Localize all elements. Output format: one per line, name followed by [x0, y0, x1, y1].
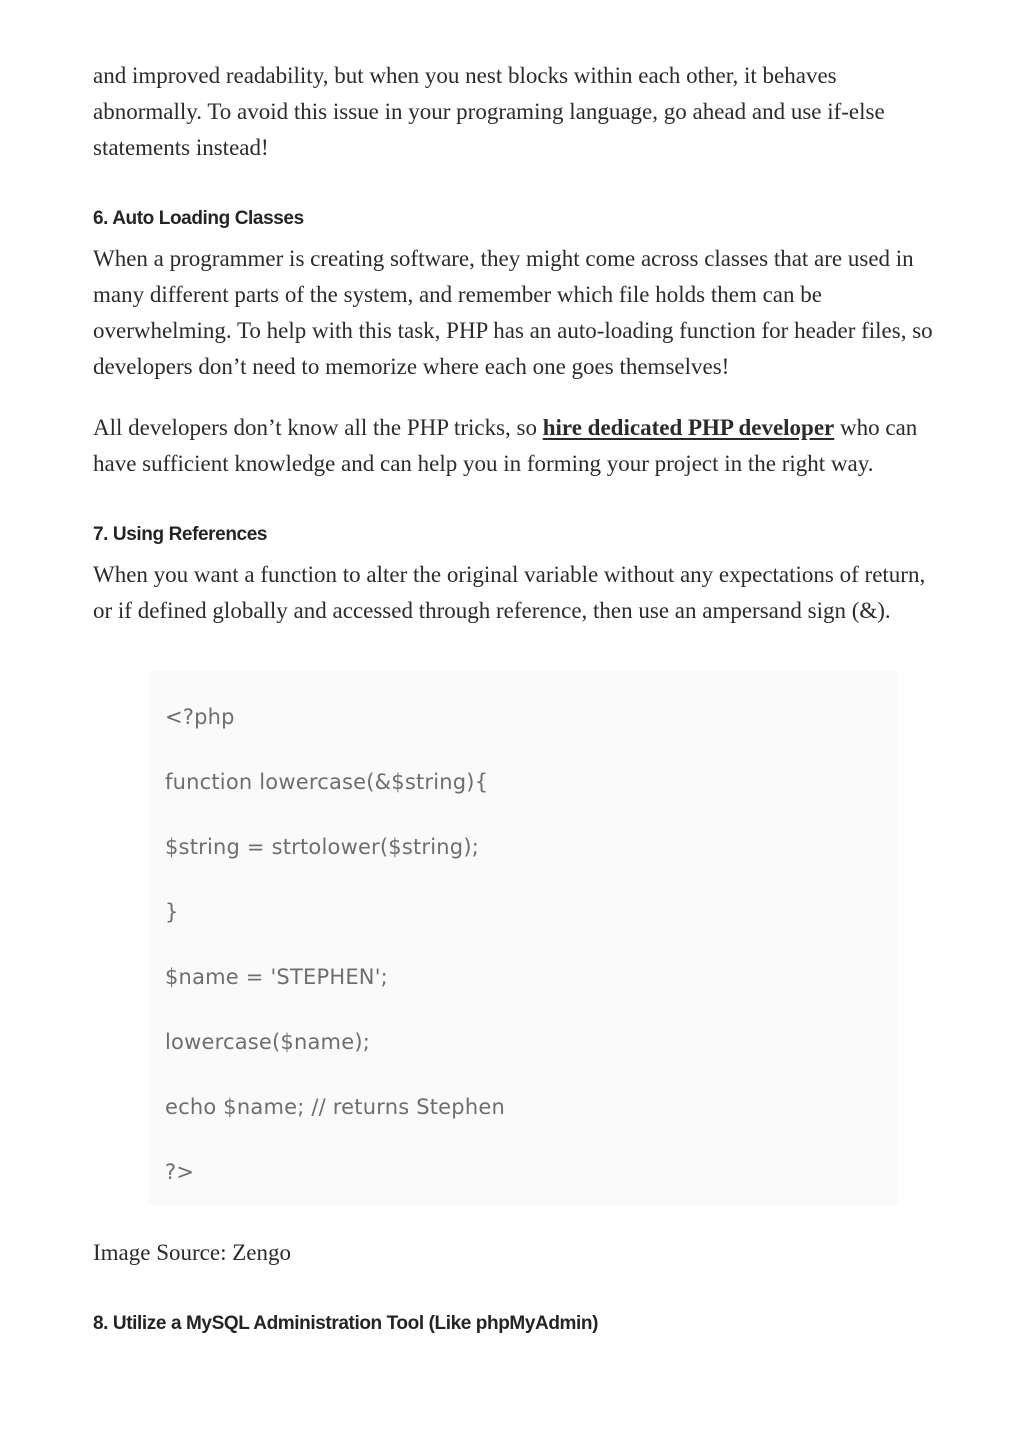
- promo-text-after: who can have sufficient knowledge and can help you in forming your project in the right way.: [93, 415, 918, 476]
- image-caption: Image Source: Zengo: [93, 1240, 291, 1265]
- code-line: ?>: [165, 1160, 195, 1184]
- code-example-image: [148, 671, 898, 1205]
- article-body: [93, 58, 945, 1337]
- intro-paragraph: and improved readability, but when you nest blocks within each other, it behaves abnormally. To avoid this issue in your programing language, go ahead and use if-else statements instead!: [93, 63, 885, 160]
- section-heading-references: 7. Using References: [93, 524, 268, 545]
- hire-php-developer-link[interactable]: hire dedicated PHP developer: [542, 415, 835, 440]
- code-line: echo $name; // returns Stephen: [165, 1095, 505, 1119]
- code-line: function lowercase(&$string){: [165, 770, 489, 794]
- auto-loading-paragraph: When a programmer is creating software, they might come across classes that are used in many different parts of the system, and remember which file holds them can be overwhelming. To help with this task, PHP has an auto-loading function for header files, so developers don’t need to memorize where each one goes themselves!: [93, 246, 933, 379]
- section-heading-mysql-tool: 8. Utilize a MySQL Administration Tool (Like phpMyAdmin): [93, 1313, 599, 1334]
- section-heading-auto-loading: 6. Auto Loading Classes: [93, 208, 304, 229]
- code-line: $name = 'STEPHEN';: [165, 965, 388, 989]
- promo-paragraph: [93, 410, 945, 482]
- promo-text-before: All developers don’t know all the PHP tricks, so: [93, 415, 543, 440]
- code-line: $string = strtolower($string);: [165, 835, 479, 859]
- code-line: <?php: [165, 705, 235, 729]
- references-paragraph: When you want a function to alter the original variable without any expectations of return, or if defined globally and accessed through reference, then use an ampersand sign (&).: [93, 562, 926, 623]
- code-line: lowercase($name);: [165, 1030, 371, 1054]
- code-line: }: [165, 900, 179, 924]
